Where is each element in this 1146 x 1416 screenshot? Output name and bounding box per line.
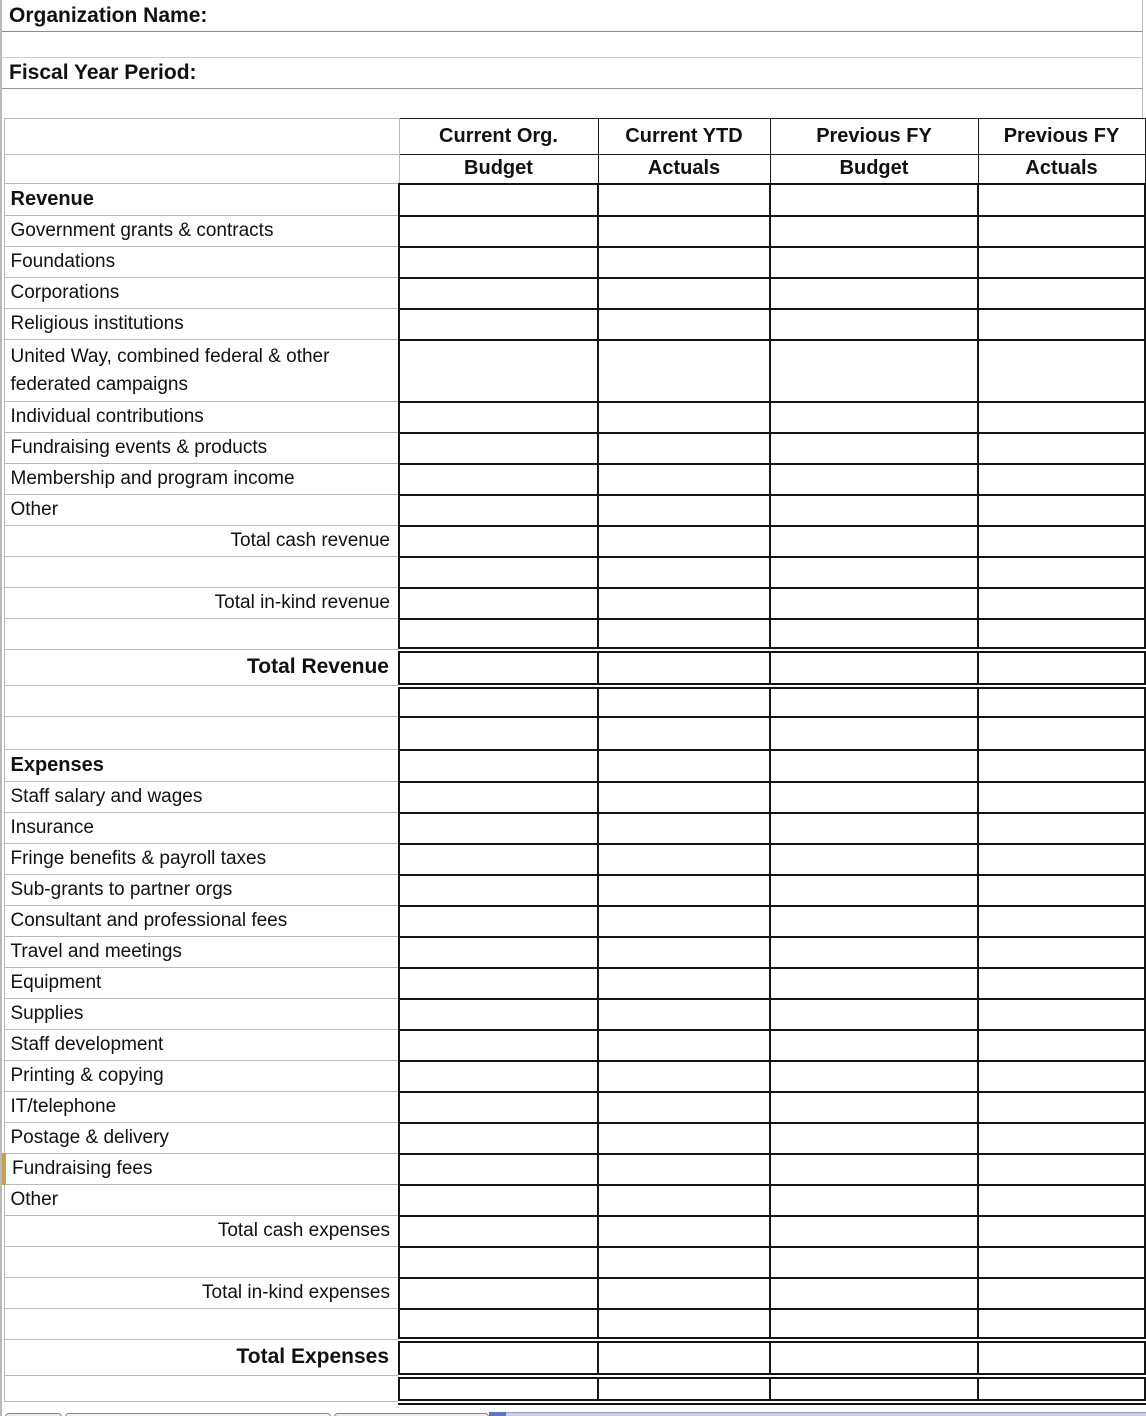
- value-cell[interactable]: [399, 717, 598, 750]
- value-cell[interactable]: [978, 844, 1145, 875]
- value-cell[interactable]: [598, 650, 770, 686]
- value-cell[interactable]: [598, 813, 770, 844]
- value-cell[interactable]: [770, 495, 978, 526]
- col-header-current-ytd: Current YTD: [598, 119, 770, 155]
- value-cell[interactable]: [770, 717, 978, 750]
- value-cell[interactable]: [399, 1092, 598, 1123]
- value-cell[interactable]: [770, 1216, 978, 1247]
- row-label: IT/telephone: [4, 1092, 399, 1123]
- sheet-tab[interactable]: [334, 1413, 489, 1416]
- value-cell[interactable]: [399, 526, 598, 557]
- table-row: [4, 686, 1145, 717]
- table-row: [4, 247, 1145, 278]
- value-cell[interactable]: [399, 1309, 598, 1340]
- column-header-row-1: [4, 119, 1145, 155]
- value-cell[interactable]: [399, 782, 598, 813]
- value-cell[interactable]: [399, 1154, 598, 1185]
- value-cell[interactable]: [978, 1278, 1145, 1309]
- value-cell[interactable]: [399, 1247, 598, 1278]
- value-cell[interactable]: [598, 340, 770, 402]
- value-cell[interactable]: [598, 247, 770, 278]
- value-cell[interactable]: [770, 588, 978, 619]
- row-label: Travel and meetings: [4, 937, 399, 968]
- tab-band: [504, 1412, 1146, 1416]
- value-cell[interactable]: [598, 1123, 770, 1154]
- value-cell[interactable]: [770, 937, 978, 968]
- table-row: [4, 216, 1145, 247]
- table-row: [4, 999, 1145, 1030]
- fiscal-year-label: [2, 58, 1143, 89]
- value-cell[interactable]: [770, 619, 978, 650]
- sheet-tabs-strip: [2, 1405, 1146, 1416]
- value-cell[interactable]: [978, 1309, 1145, 1340]
- row-label: Printing & copying: [4, 1061, 399, 1092]
- value-cell[interactable]: [399, 650, 598, 686]
- fiscal-year-text: Fiscal Year Period:: [9, 61, 197, 84]
- value-cell[interactable]: [399, 216, 598, 247]
- value-cell[interactable]: [598, 1278, 770, 1309]
- empty-row-label: [4, 619, 399, 650]
- value-cell[interactable]: [598, 999, 770, 1030]
- value-cell[interactable]: [978, 875, 1145, 906]
- value-cell[interactable]: [399, 999, 598, 1030]
- value-cell[interactable]: [399, 1216, 598, 1247]
- value-cell[interactable]: [978, 968, 1145, 999]
- row-label: Supplies: [4, 999, 399, 1030]
- col-header-previous-fy-budget: Previous FY: [770, 119, 978, 155]
- value-cell[interactable]: [770, 216, 978, 247]
- value-cell[interactable]: [770, 1247, 978, 1278]
- row-label: Fundraising fees: [4, 1154, 399, 1185]
- value-cell[interactable]: [978, 309, 1145, 340]
- empty-row-label: [4, 1309, 399, 1340]
- header-label-spacer: [4, 155, 399, 184]
- value-cell[interactable]: [399, 309, 598, 340]
- value-cell[interactable]: [399, 619, 598, 650]
- col-header-previous-fy-actuals: Previous FY: [978, 119, 1145, 155]
- value-cell[interactable]: [770, 650, 978, 686]
- value-cell[interactable]: [598, 495, 770, 526]
- value-cell[interactable]: [598, 1154, 770, 1185]
- table-row: [4, 309, 1145, 340]
- value-cell[interactable]: [598, 844, 770, 875]
- value-cell[interactable]: [978, 750, 1145, 782]
- value-cell[interactable]: [598, 686, 770, 717]
- active-tab-accent: [489, 1412, 506, 1416]
- value-cell[interactable]: [978, 526, 1145, 557]
- column-header-row-2: [4, 155, 1145, 184]
- empty-row-label: [4, 1376, 399, 1402]
- value-cell[interactable]: [978, 1340, 1145, 1376]
- value-cell[interactable]: [770, 433, 978, 464]
- value-cell[interactable]: [770, 309, 978, 340]
- row-label: Individual contributions: [4, 402, 399, 433]
- value-cell[interactable]: [598, 1185, 770, 1216]
- value-cell[interactable]: [598, 526, 770, 557]
- value-cell[interactable]: [598, 588, 770, 619]
- col-subheader-actuals-1: Actuals: [598, 155, 770, 184]
- row-label: Total in-kind revenue: [4, 588, 399, 619]
- organization-name-input-row[interactable]: [2, 32, 1143, 58]
- value-cell[interactable]: [978, 906, 1145, 937]
- value-cell[interactable]: [770, 906, 978, 937]
- value-cell[interactable]: [978, 1216, 1145, 1247]
- table-row: [4, 433, 1145, 464]
- value-cell[interactable]: [598, 1247, 770, 1278]
- value-cell[interactable]: [598, 1061, 770, 1092]
- value-cell[interactable]: [978, 1092, 1145, 1123]
- value-cell[interactable]: [598, 1030, 770, 1061]
- value-cell[interactable]: [978, 650, 1145, 686]
- value-cell[interactable]: [399, 278, 598, 309]
- value-cell[interactable]: [598, 875, 770, 906]
- value-cell[interactable]: [598, 402, 770, 433]
- row-label: Total Revenue: [4, 650, 399, 686]
- value-cell[interactable]: [598, 937, 770, 968]
- table-row: [4, 1092, 1145, 1123]
- table-row: [4, 619, 1145, 650]
- value-cell[interactable]: [598, 1092, 770, 1123]
- row-label: Sub-grants to partner orgs: [4, 875, 399, 906]
- organization-name-text: Organization Name:: [9, 3, 208, 27]
- table-row: [4, 184, 1145, 216]
- value-cell[interactable]: [770, 1092, 978, 1123]
- row-label: Membership and program income: [4, 464, 399, 495]
- table-row: [4, 1123, 1145, 1154]
- value-cell[interactable]: [598, 184, 770, 216]
- value-cell[interactable]: [399, 402, 598, 433]
- value-cell[interactable]: [399, 937, 598, 968]
- table-row: [4, 402, 1145, 433]
- budget-table: [2, 118, 1146, 1405]
- table-row: [4, 495, 1145, 526]
- value-cell[interactable]: [770, 875, 978, 906]
- value-cell[interactable]: [770, 247, 978, 278]
- value-cell[interactable]: [598, 1309, 770, 1340]
- table-row: [4, 875, 1145, 906]
- value-cell[interactable]: [770, 1185, 978, 1216]
- value-cell[interactable]: [399, 1123, 598, 1154]
- value-cell[interactable]: [770, 557, 978, 588]
- value-cell[interactable]: [399, 184, 598, 216]
- sheet-tab[interactable]: [5, 1413, 62, 1416]
- value-cell[interactable]: [598, 433, 770, 464]
- value-cell[interactable]: [978, 999, 1145, 1030]
- value-cell[interactable]: [770, 1030, 978, 1061]
- value-cell[interactable]: [399, 495, 598, 526]
- value-cell[interactable]: [770, 813, 978, 844]
- row-label: Revenue: [4, 184, 399, 216]
- value-cell[interactable]: [598, 1216, 770, 1247]
- header-label-spacer: [4, 119, 399, 155]
- value-cell[interactable]: [598, 750, 770, 782]
- table-row: [4, 1340, 1145, 1376]
- value-cell[interactable]: [770, 1340, 978, 1376]
- value-cell[interactable]: [770, 844, 978, 875]
- value-cell[interactable]: [770, 968, 978, 999]
- value-cell[interactable]: [770, 402, 978, 433]
- row-label: Staff salary and wages: [4, 782, 399, 813]
- row-label: Total in-kind expenses: [4, 1278, 399, 1309]
- value-cell[interactable]: [770, 1309, 978, 1340]
- col-header-current-org: Current Org.: [399, 119, 598, 155]
- row-label: Religious institutions: [4, 309, 399, 340]
- value-cell[interactable]: [978, 937, 1145, 968]
- value-cell[interactable]: [399, 1185, 598, 1216]
- col-subheader-budget-2: Budget: [770, 155, 978, 184]
- table-row: [4, 1185, 1145, 1216]
- table-row: [4, 1154, 1145, 1185]
- table-row: [4, 1247, 1145, 1278]
- col-subheader-budget-1: Budget: [399, 155, 598, 184]
- value-cell[interactable]: [399, 433, 598, 464]
- value-cell[interactable]: [598, 619, 770, 650]
- value-cell[interactable]: [399, 340, 598, 402]
- value-cell[interactable]: [598, 782, 770, 813]
- table-row: [4, 937, 1145, 968]
- value-cell[interactable]: [399, 464, 598, 495]
- table-row: [4, 1376, 1145, 1402]
- table-row: [4, 526, 1145, 557]
- value-cell[interactable]: [770, 278, 978, 309]
- table-row: [4, 278, 1145, 309]
- value-cell[interactable]: [978, 340, 1145, 402]
- row-label: Postage & delivery: [4, 1123, 399, 1154]
- value-cell[interactable]: [978, 813, 1145, 844]
- value-cell[interactable]: [978, 1030, 1145, 1061]
- value-cell[interactable]: [978, 557, 1145, 588]
- value-cell[interactable]: [978, 495, 1145, 526]
- organization-name-label: [2, 0, 1143, 32]
- value-cell[interactable]: [978, 1247, 1145, 1278]
- row-label: Fringe benefits & payroll taxes: [4, 844, 399, 875]
- empty-row-label: [4, 686, 399, 717]
- value-cell[interactable]: [598, 717, 770, 750]
- value-cell[interactable]: [978, 247, 1145, 278]
- table-row: [4, 906, 1145, 937]
- table-row: [4, 844, 1145, 875]
- row-label: United Way, combined federal & other federated campaigns: [4, 340, 399, 402]
- value-cell[interactable]: [978, 216, 1145, 247]
- value-cell[interactable]: [978, 1376, 1145, 1402]
- table-row: [4, 1278, 1145, 1309]
- value-cell[interactable]: [978, 588, 1145, 619]
- row-label: Government grants & contracts: [4, 216, 399, 247]
- value-cell[interactable]: [399, 247, 598, 278]
- sheet-tab[interactable]: [65, 1413, 331, 1416]
- table-row: [4, 782, 1145, 813]
- row-label: Fundraising events & products: [4, 433, 399, 464]
- value-cell[interactable]: [399, 1376, 598, 1402]
- table-row: [4, 1309, 1145, 1340]
- value-cell[interactable]: [978, 782, 1145, 813]
- value-cell[interactable]: [770, 1061, 978, 1092]
- row-label: Equipment: [4, 968, 399, 999]
- empty-row-label: [4, 1247, 399, 1278]
- table-row: [4, 717, 1145, 750]
- table-row: [4, 588, 1145, 619]
- empty-row-label: [4, 717, 399, 750]
- table-row: [4, 557, 1145, 588]
- row-label: Total cash expenses: [4, 1216, 399, 1247]
- table-row: [4, 340, 1145, 402]
- value-cell[interactable]: [598, 216, 770, 247]
- value-cell[interactable]: [978, 184, 1145, 216]
- value-cell[interactable]: [770, 464, 978, 495]
- col-subheader-actuals-2: Actuals: [978, 155, 1145, 184]
- value-cell[interactable]: [598, 557, 770, 588]
- value-cell[interactable]: [978, 619, 1145, 650]
- row-label: Insurance: [4, 813, 399, 844]
- row-label: Staff development: [4, 1030, 399, 1061]
- row-label: Other: [4, 1185, 399, 1216]
- table-row: [4, 1030, 1145, 1061]
- value-cell[interactable]: [770, 782, 978, 813]
- value-cell[interactable]: [978, 1123, 1145, 1154]
- table-row: [4, 1216, 1145, 1247]
- value-cell[interactable]: [978, 1185, 1145, 1216]
- table-row: [4, 968, 1145, 999]
- row-label: Total cash revenue: [4, 526, 399, 557]
- value-cell[interactable]: [399, 1061, 598, 1092]
- value-cell[interactable]: [770, 999, 978, 1030]
- table-row: [4, 750, 1145, 782]
- value-cell[interactable]: [770, 686, 978, 717]
- table-row: [4, 813, 1145, 844]
- value-cell[interactable]: [770, 750, 978, 782]
- value-cell[interactable]: [399, 686, 598, 717]
- value-cell[interactable]: [598, 1340, 770, 1376]
- value-cell[interactable]: [399, 588, 598, 619]
- value-cell[interactable]: [978, 402, 1145, 433]
- value-cell[interactable]: [399, 557, 598, 588]
- row-label: Other: [4, 495, 399, 526]
- value-cell[interactable]: [978, 433, 1145, 464]
- value-cell[interactable]: [399, 750, 598, 782]
- empty-row-label: [4, 557, 399, 588]
- fiscal-year-input-row[interactable]: [2, 89, 1143, 118]
- value-cell[interactable]: [978, 1061, 1145, 1092]
- value-cell[interactable]: [978, 278, 1145, 309]
- value-cell[interactable]: [598, 906, 770, 937]
- value-cell[interactable]: [770, 184, 978, 216]
- value-cell[interactable]: [399, 1278, 598, 1309]
- value-cell[interactable]: [978, 464, 1145, 495]
- value-cell[interactable]: [598, 464, 770, 495]
- value-cell[interactable]: [399, 1340, 598, 1376]
- value-cell[interactable]: [978, 1154, 1145, 1185]
- value-cell[interactable]: [770, 526, 978, 557]
- value-cell[interactable]: [399, 875, 598, 906]
- table-row: [4, 464, 1145, 495]
- value-cell[interactable]: [399, 968, 598, 999]
- value-cell[interactable]: [770, 1376, 978, 1402]
- row-label: Foundations: [4, 247, 399, 278]
- value-cell[interactable]: [598, 968, 770, 999]
- value-cell[interactable]: [598, 1376, 770, 1402]
- table-row: [4, 1061, 1145, 1092]
- row-label: Consultant and professional fees: [4, 906, 399, 937]
- budget-table-body: [4, 184, 1145, 1402]
- value-cell[interactable]: [399, 1030, 598, 1061]
- value-cell[interactable]: [978, 717, 1145, 750]
- row-label: Corporations: [4, 278, 399, 309]
- value-cell[interactable]: [770, 340, 978, 402]
- value-cell[interactable]: [399, 906, 598, 937]
- value-cell[interactable]: [770, 1154, 978, 1185]
- value-cell[interactable]: [399, 844, 598, 875]
- value-cell[interactable]: [598, 278, 770, 309]
- value-cell[interactable]: [399, 813, 598, 844]
- row-label: Total Expenses: [4, 1340, 399, 1376]
- value-cell[interactable]: [978, 686, 1145, 717]
- value-cell[interactable]: [770, 1123, 978, 1154]
- value-cell[interactable]: [598, 309, 770, 340]
- row-label: Expenses: [4, 750, 399, 782]
- table-row: [4, 650, 1145, 686]
- value-cell[interactable]: [770, 1278, 978, 1309]
